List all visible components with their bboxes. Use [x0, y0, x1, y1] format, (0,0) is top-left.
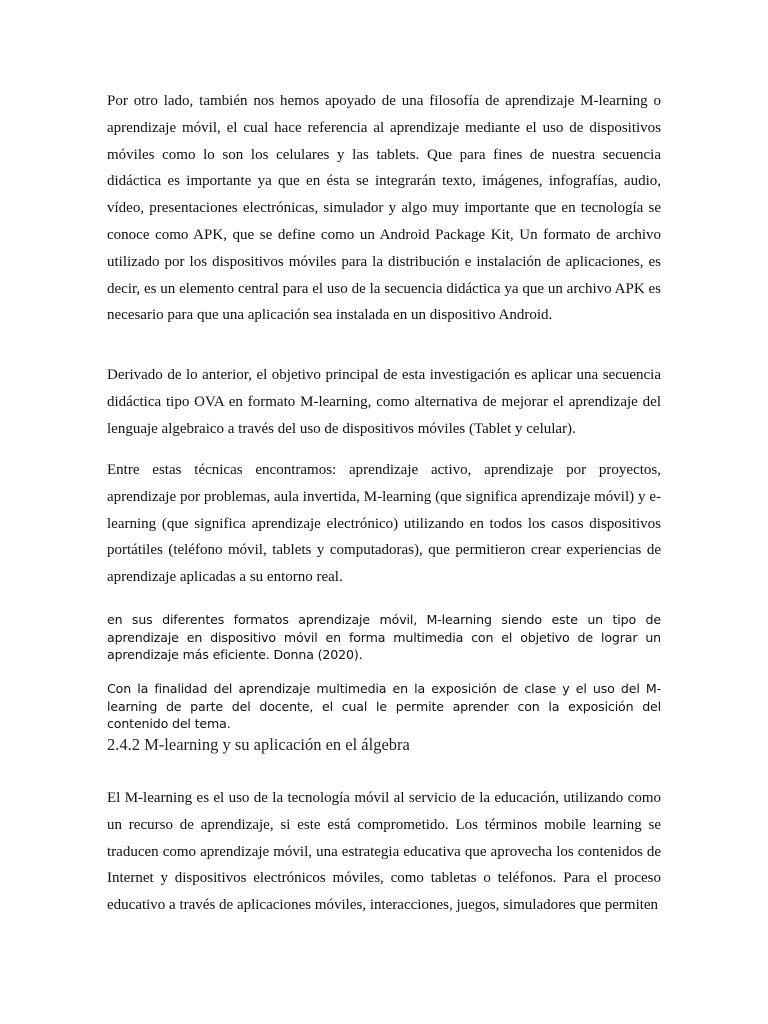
paragraph-formats-quote: en sus diferentes formatos aprendizaje móvil, M-learning siendo este un tipo de aprendizaje en dispositivo móvil en forma multimedia con el objetivo de lograr un aprendizaje más eficiente. Donna (2020). — [107, 612, 661, 663]
section-heading: 2.4.2 M-learning y su aplicación en el álgebra — [107, 735, 410, 754]
paragraph-mlearning-definition: El M-learning es el uso de la tecnología móvil al servicio de la educación, utilizando como un recurso de aprendizaje, si este está comprometido. Los términos mobile learning se traducen como aprendizaje móvil, una estrategia educativa que aprovecha los contenidos de Internet y dispositivos electrónicos móviles, como tabletas o teléfonos. Para el proceso educativo a través de aplicaciones móviles, interacciones, juegos, simuladores que permiten — [107, 790, 661, 914]
paragraph-research-objective: Derivado de lo anterior, el objetivo principal de esta investigación es aplicar una secuencia didáctica tipo OVA en formato M-learning, como alternativa de mejorar el aprendizaje del lenguaje algebraico a través del uso de dispositivos móviles (Tablet y celular). — [107, 367, 661, 437]
paragraph-techniques: Entre estas técnicas encontramos: aprendizaje activo, aprendizaje por proyectos, aprendizaje por problemas, aula invertida, M-learning (que significa aprendizaje móvil) y e-learning (que significa aprendizaje electrónico) utilizando en todos los casos dispositivos portátiles (teléfono móvil, tablets y computadoras), que permitieron crear experiencias de aprendizaje aplicadas a su entorno real. — [107, 462, 661, 586]
paragraph-multimedia-purpose: Con la finalidad del aprendizaje multimedia en la exposición de clase y el uso del M-learning de parte del docente, el cual le permite aprender con la exposición del contenido del tema. — [107, 681, 661, 732]
paragraph-mlearning-philosophy: Por otro lado, también nos hemos apoyado de una filosofía de aprendizaje M-learning o aprendizaje móvil, el cual hace referencia al aprendizaje mediante el uso de dispositivos móviles como lo son los celulares y las tablets. Que para fines de nuestra secuencia didáctica es importante ya que en ésta se integrarán texto, imágenes, infografías, audio, vídeo, presentaciones electrónicas, simulador y algo muy importante que en tecnología se conoce como APK, que se define como un Android Package Kit, Un formato de archivo utilizado por los dispositivos móviles para la distribución e instalación de aplicaciones, es decir, es un elemento central para el uso de la secuencia didáctica ya que un archivo APK es necesario para que una aplicación sea instalada en un dispositivo Android. — [107, 93, 661, 324]
